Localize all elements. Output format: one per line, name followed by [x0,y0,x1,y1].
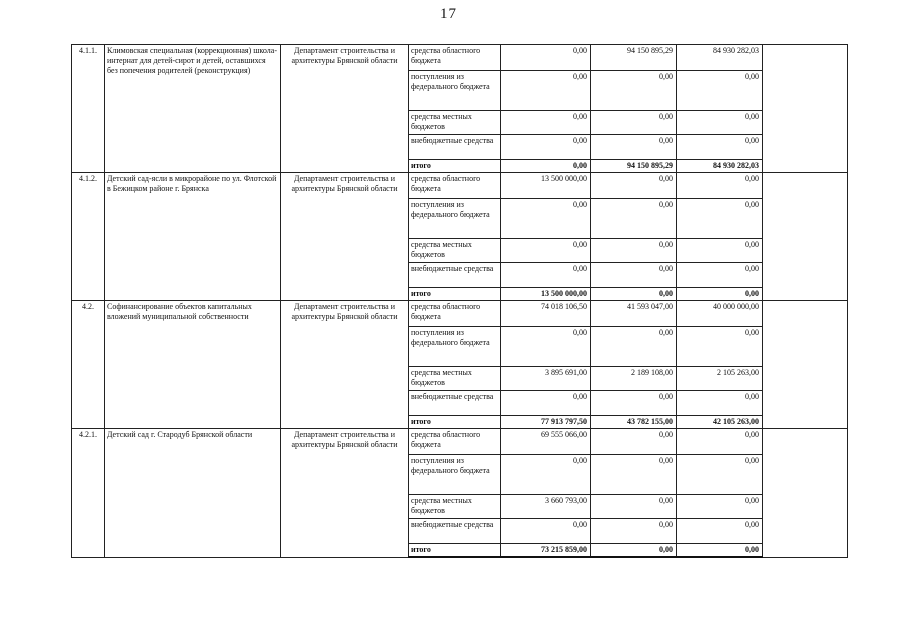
funding-source: средства местных бюджетов [409,239,501,263]
table-row [72,429,848,455]
amount-year-1: 0,00 [501,519,591,544]
amount-year-3: 42 105 263,00 [677,416,763,429]
amount-year-2: 0,00 [591,135,677,160]
amount-year-3: 0,00 [677,288,763,301]
funding-source: внебюджетные средства [409,263,501,288]
funding-source: средства местных бюджетов [409,111,501,135]
amount-year-1: 69 555 066,00 [501,429,591,455]
amount-year-2: 0,00 [591,263,677,288]
item-executor: Департамент строительства и архитектуры Брянской области [281,45,409,173]
amount-year-3: 0,00 [677,495,763,519]
amount-year-3: 2 105 263,00 [677,367,763,391]
notes-cell [763,173,848,301]
table-row [72,45,848,71]
funding-source: средства областного бюджета [409,301,501,327]
amount-year-1: 0,00 [501,71,591,111]
funding-source: средства областного бюджета [409,45,501,71]
funding-source: итого [409,160,501,173]
amount-year-3: 0,00 [677,239,763,263]
amount-year-2: 94 150 895,29 [591,160,677,173]
amount-year-1: 74 018 106,50 [501,301,591,327]
item-executor: Департамент строительства и архитектуры Брянской области [281,301,409,429]
budget-table [71,44,848,558]
amount-year-2: 0,00 [591,327,677,367]
funding-source: средства местных бюджетов [409,495,501,519]
funding-source: итого [409,416,501,429]
amount-year-1: 0,00 [501,199,591,239]
amount-year-3: 0,00 [677,327,763,367]
item-name: Детский сад-ясли в микрорайоне по ул. Флотской в Бежицком районе г. Брянска [105,173,281,301]
amount-year-1: 0,00 [501,263,591,288]
funding-source: поступления из федерального бюджета [409,455,501,495]
table-row [72,301,848,327]
amount-year-1: 77 913 797,50 [501,416,591,429]
amount-year-3: 84 930 282,03 [677,45,763,71]
amount-year-2: 0,00 [591,111,677,135]
item-executor: Департамент строительства и архитектуры Брянской области [281,429,409,558]
item-code: 4.2.1. [72,429,105,558]
amount-year-1: 0,00 [501,111,591,135]
item-name: Софинансирование объектов капитальных вложений муниципальной собственности [105,301,281,429]
notes-cell [763,45,848,173]
amount-year-2: 43 782 155,00 [591,416,677,429]
item-code: 4.1.2. [72,173,105,301]
item-code: 4.1.1. [72,45,105,173]
amount-year-1: 0,00 [501,455,591,495]
funding-source: средства областного бюджета [409,429,501,455]
notes-cell [763,429,848,558]
item-code: 4.2. [72,301,105,429]
amount-year-3: 0,00 [677,71,763,111]
funding-source: поступления из федерального бюджета [409,327,501,367]
amount-year-2: 94 150 895,29 [591,45,677,71]
amount-year-1: 0,00 [501,45,591,71]
amount-year-1: 13 500 000,00 [501,288,591,301]
amount-year-2: 0,00 [591,71,677,111]
item-name: Детский сад г. Стародуб Брянской области [105,429,281,558]
amount-year-1: 0,00 [501,239,591,263]
notes-cell [763,301,848,429]
amount-year-3: 40 000 000,00 [677,301,763,327]
amount-year-1: 0,00 [501,160,591,173]
funding-source: внебюджетные средства [409,135,501,160]
amount-year-3: 0,00 [677,199,763,239]
amount-year-3: 0,00 [677,455,763,495]
amount-year-3: 0,00 [677,519,763,544]
amount-year-3: 0,00 [677,263,763,288]
amount-year-3: 0,00 [677,135,763,160]
amount-year-1: 0,00 [501,327,591,367]
amount-year-2: 0,00 [591,519,677,544]
funding-source: поступления из федерального бюджета [409,71,501,111]
funding-source: внебюджетные средства [409,519,501,544]
amount-year-3: 0,00 [677,391,763,416]
amount-year-2: 0,00 [591,239,677,263]
amount-year-1: 3 895 691,00 [501,367,591,391]
amount-year-2: 0,00 [591,199,677,239]
funding-source: итого [409,288,501,301]
amount-year-1: 13 500 000,00 [501,173,591,199]
amount-year-2: 0,00 [591,495,677,519]
amount-year-1: 73 215 859,00 [501,544,591,558]
budget-table-body [72,45,848,558]
amount-year-1: 0,00 [501,391,591,416]
amount-year-3: 0,00 [677,544,763,558]
funding-source: средства местных бюджетов [409,367,501,391]
amount-year-2: 0,00 [591,544,677,558]
amount-year-2: 2 189 108,00 [591,367,677,391]
amount-year-2: 0,00 [591,391,677,416]
page-number: 17 [440,6,457,22]
amount-year-3: 0,00 [677,429,763,455]
amount-year-2: 0,00 [591,173,677,199]
table-row [72,173,848,199]
amount-year-2: 41 593 047,00 [591,301,677,327]
amount-year-2: 0,00 [591,429,677,455]
item-name: Климовская специальная (коррекционная) школа-интернат для детей-сирот и детей, оставшихся без попечения родителей (реконструкция) [105,45,281,173]
amount-year-1: 3 660 793,00 [501,495,591,519]
amount-year-3: 84 930 282,03 [677,160,763,173]
amount-year-1: 0,00 [501,135,591,160]
funding-source: итого [409,544,501,558]
amount-year-3: 0,00 [677,111,763,135]
funding-source: внебюджетные средства [409,391,501,416]
amount-year-2: 0,00 [591,288,677,301]
item-executor: Департамент строительства и архитектуры Брянской области [281,173,409,301]
amount-year-3: 0,00 [677,173,763,199]
funding-source: поступления из федерального бюджета [409,199,501,239]
funding-source: средства областного бюджета [409,173,501,199]
amount-year-2: 0,00 [591,455,677,495]
